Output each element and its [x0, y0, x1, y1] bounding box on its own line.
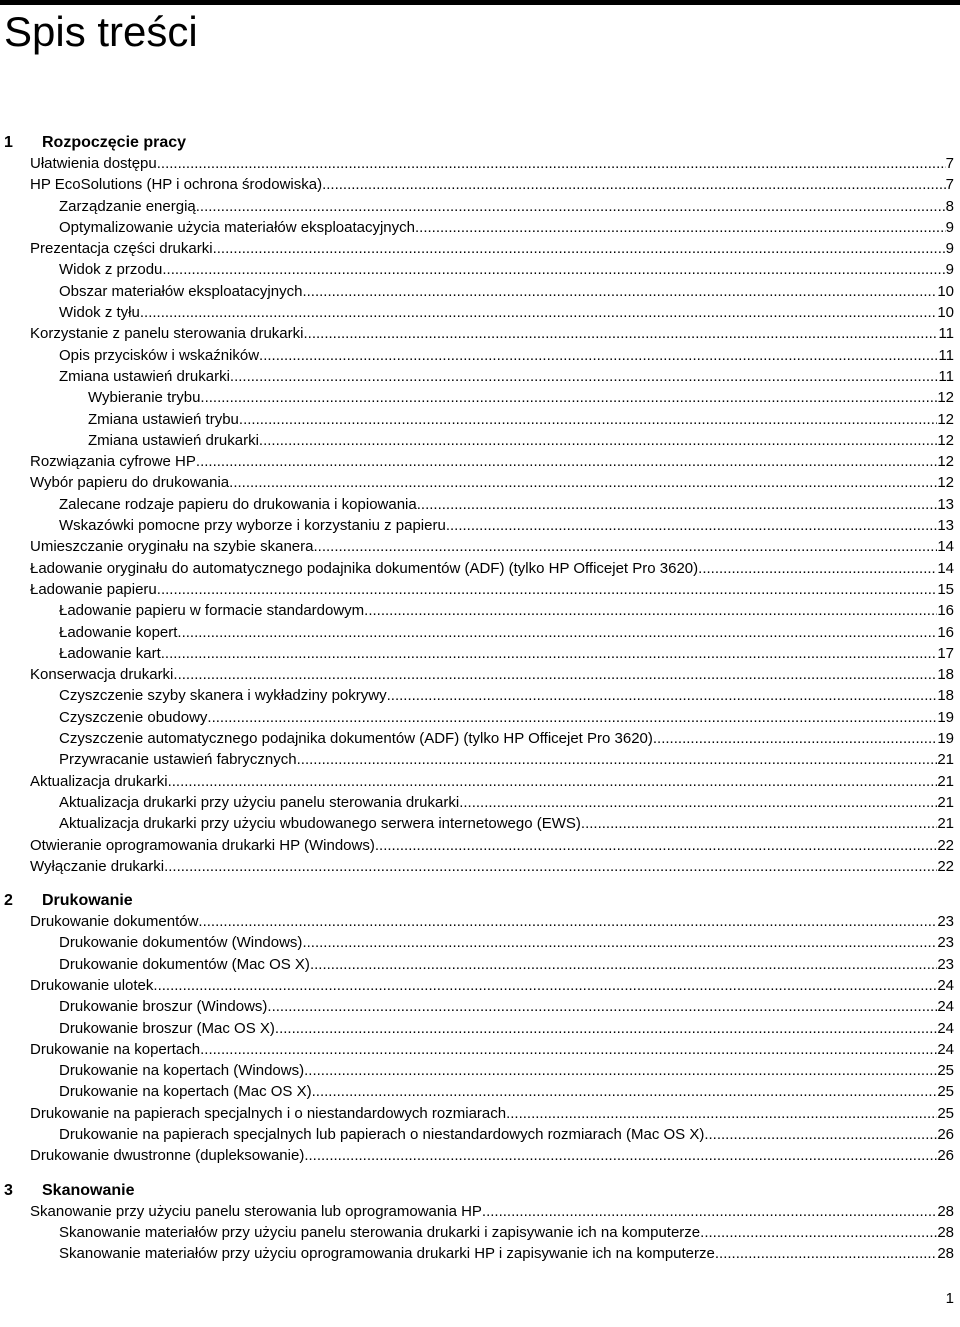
- toc-entry[interactable]: [0, 387, 960, 408]
- toc-entry[interactable]: [0, 1103, 960, 1124]
- toc-entry[interactable]: [0, 1243, 960, 1264]
- toc-entry-title: Ładowanie oryginału do automatycznego podajnika dokumentów (ADF) (tylko HP Officejet Pro 3620): [30, 559, 699, 577]
- dot-leader: [157, 579, 938, 600]
- toc-entry[interactable]: [0, 238, 960, 259]
- toc-entry-page: 23: [937, 913, 954, 931]
- toc-entry-title: Drukowanie na kopertach: [30, 1040, 201, 1058]
- toc-entry-page: 24: [937, 1019, 954, 1037]
- toc-entry[interactable]: [0, 451, 960, 472]
- toc-entry-page: 19: [937, 708, 954, 726]
- toc-entry-title: Ładowanie kopert: [59, 623, 178, 641]
- toc-entry-title: Prezentacja części drukarki: [30, 240, 213, 258]
- toc-entry-page: 22: [937, 857, 954, 875]
- chapter-heading[interactable]: [0, 1180, 960, 1201]
- toc-entry[interactable]: [0, 430, 960, 451]
- toc-entry-page: 10: [937, 304, 954, 322]
- toc-entry-page: 21: [937, 751, 954, 769]
- dot-leader: [304, 1145, 937, 1166]
- toc-entry-title: Drukowanie dwustronne (dupleksowanie): [30, 1147, 305, 1165]
- toc-entry[interactable]: [0, 1222, 960, 1243]
- toc-entry-title: Drukowanie ulotek: [30, 976, 154, 994]
- toc-entry[interactable]: [0, 1060, 960, 1081]
- chapter-number: 3: [4, 1181, 13, 1199]
- toc-entry[interactable]: [0, 1018, 960, 1039]
- toc-entry-title: Skanowanie materiałów przy użyciu oprogramowania drukarki HP i zapisywanie ich na komputerze: [59, 1245, 715, 1263]
- toc-entry-title: Optymalizowanie użycia materiałów eksploatacyjnych: [59, 218, 415, 236]
- toc-entry[interactable]: [0, 153, 960, 174]
- dot-leader: [198, 911, 937, 932]
- toc-entry-page: 21: [937, 772, 954, 790]
- toc-entry[interactable]: [0, 1201, 960, 1222]
- toc-entry-page: 24: [937, 1040, 954, 1058]
- toc-entry-title: Ładowanie papieru w formacie standardowym: [59, 602, 365, 620]
- toc-entry-title: Widok z tyłu: [59, 304, 140, 322]
- toc-entry[interactable]: [0, 600, 960, 621]
- toc-entry[interactable]: [0, 302, 960, 323]
- toc-entry-title: Czyszczenie szyby skanera i wykładziny pokrywy: [59, 687, 387, 705]
- toc-entry-title: HP EcoSolutions (HP i ochrona środowiska): [30, 176, 323, 194]
- toc-entry[interactable]: [0, 975, 960, 996]
- page-title: Spis treści: [4, 8, 198, 55]
- dot-leader: [173, 664, 937, 685]
- dot-leader: [140, 302, 937, 323]
- toc-entry[interactable]: [0, 792, 960, 813]
- toc-entry-title: Czyszczenie obudowy: [59, 708, 208, 726]
- toc-entry-page: 25: [937, 1062, 954, 1080]
- dot-leader: [153, 975, 937, 996]
- dot-leader: [506, 1103, 937, 1124]
- dot-leader: [196, 196, 946, 217]
- dot-leader: [267, 996, 937, 1017]
- toc-entry[interactable]: [0, 281, 960, 302]
- toc-entry-title: Opis przycisków i wskaźników: [59, 346, 260, 364]
- toc-entry-page: 28: [937, 1245, 954, 1263]
- toc-entry-page: 7: [945, 176, 954, 194]
- toc-entry-page: 12: [937, 410, 954, 428]
- dot-leader: [200, 1039, 937, 1060]
- toc-entry-page: 24: [937, 998, 954, 1016]
- dot-leader: [375, 835, 937, 856]
- dot-leader: [417, 494, 938, 515]
- toc-entry-title: Drukowanie na papierach specjalnych i o niestandardowych rozmiarach: [30, 1104, 507, 1122]
- dot-leader: [322, 174, 946, 195]
- toc-entry[interactable]: [0, 409, 960, 430]
- dot-leader: [698, 558, 937, 579]
- toc-entry[interactable]: [0, 472, 960, 493]
- toc-entry-title: Wybór papieru do drukowania: [30, 474, 230, 492]
- toc-entry-page: 11: [938, 325, 954, 343]
- dot-leader: [164, 856, 937, 877]
- toc-entry-title: Czyszczenie automatycznego podajnika dokumentów (ADF) (tylko HP Officejet Pro 3620): [59, 730, 653, 748]
- toc-entry[interactable]: [0, 685, 960, 706]
- toc-entry-page: 11: [938, 367, 954, 385]
- toc-entry-title: Przywracanie ustawień fabrycznych: [59, 751, 297, 769]
- toc-entry[interactable]: [0, 749, 960, 770]
- toc-entry-page: 16: [937, 623, 954, 641]
- toc-entry-title: Ułatwienia dostępu: [30, 155, 157, 172]
- dot-leader: [161, 643, 938, 664]
- toc-entry[interactable]: [0, 835, 960, 856]
- toc-entry-title: Otwieranie oprogramowania drukarki HP (Windows): [30, 836, 375, 854]
- toc-entry-page: 26: [937, 1126, 954, 1144]
- dot-leader: [302, 932, 937, 953]
- toc-entry-title: Aktualizacja drukarki przy użyciu panelu sterowania drukarki: [59, 793, 460, 811]
- toc-entry[interactable]: [0, 643, 960, 664]
- toc-entry-title: Wybieranie trybu: [88, 389, 201, 407]
- dot-leader: [364, 600, 937, 621]
- toc-entry-title: Konserwacja drukarki: [30, 666, 174, 684]
- toc-entry-page: 23: [937, 934, 954, 952]
- toc-entry[interactable]: [0, 707, 960, 728]
- dot-leader: [196, 451, 937, 472]
- toc-entry[interactable]: [0, 996, 960, 1017]
- dot-leader: [310, 954, 937, 975]
- toc-entry-title: Drukowanie dokumentów (Mac OS X): [59, 955, 310, 973]
- toc-entry-title: Obszar materiałów eksploatacyjnych: [59, 282, 303, 300]
- toc-entry-page: 11: [938, 346, 954, 364]
- toc-entry[interactable]: [0, 323, 960, 344]
- toc-entry[interactable]: [0, 813, 960, 834]
- table-of-contents: [0, 132, 960, 1265]
- chapter-title: Rozpoczęcie pracy: [42, 134, 187, 151]
- dot-leader: [700, 1222, 937, 1243]
- dot-leader: [157, 153, 946, 174]
- toc-entry-page: 14: [937, 538, 954, 556]
- toc-entry-title: Drukowanie na kopertach (Windows): [59, 1062, 305, 1080]
- dot-leader: [239, 409, 937, 430]
- dot-leader: [259, 345, 938, 366]
- chapter-number: 2: [4, 892, 13, 910]
- toc-entry-page: 28: [937, 1202, 954, 1220]
- toc-entry-title: Zarządzanie energią: [59, 197, 196, 215]
- toc-entry[interactable]: [0, 259, 960, 280]
- dot-leader: [704, 1124, 937, 1145]
- toc-entry[interactable]: [0, 1145, 960, 1166]
- toc-entry-title: Drukowanie na kopertach (Mac OS X): [59, 1083, 312, 1101]
- toc-entry-title: Aktualizacja drukarki: [30, 772, 168, 790]
- toc-entry-title: Drukowanie broszur (Mac OS X): [59, 1019, 275, 1037]
- toc-entry-title: Drukowanie na papierach specjalnych lub papierach o niestandardowych rozmiarach (Mac OS X): [59, 1126, 705, 1144]
- toc-entry-title: Zalecane rodzaje papieru do drukowania i kopiowania: [59, 495, 417, 513]
- toc-entry-title: Zmiana ustawień drukarki: [59, 367, 230, 385]
- dot-leader: [313, 536, 937, 557]
- toc-entry-page: 18: [937, 687, 954, 705]
- toc-entry[interactable]: [0, 664, 960, 685]
- toc-entry-page: 10: [937, 282, 954, 300]
- toc-entry-title: Korzystanie z panelu sterowania drukarki: [30, 325, 304, 343]
- toc-entry[interactable]: [0, 558, 960, 579]
- toc-entry[interactable]: [0, 728, 960, 749]
- dot-leader: [482, 1201, 937, 1222]
- toc-entry[interactable]: [0, 856, 960, 877]
- toc-entry-page: 18: [937, 666, 954, 684]
- toc-entry-page: 9: [945, 240, 954, 258]
- toc-entry-page: 28: [937, 1223, 954, 1241]
- dot-leader: [302, 281, 937, 302]
- toc-entry[interactable]: [0, 1039, 960, 1060]
- toc-entry-title: Wskazówki pomocne przy wyborze i korzystaniu z papieru: [59, 517, 446, 535]
- toc-entry-page: 12: [937, 453, 954, 471]
- toc-entry-title: Wyłączanie drukarki: [30, 857, 165, 875]
- toc-entry[interactable]: [0, 196, 960, 217]
- toc-entry[interactable]: [0, 911, 960, 932]
- dot-leader: [459, 792, 937, 813]
- toc-entry-title: Drukowanie dokumentów (Windows): [59, 934, 303, 952]
- toc-entry-title: Drukowanie broszur (Windows): [59, 998, 268, 1016]
- toc-entry-title: Drukowanie dokumentów: [30, 913, 199, 931]
- toc-entry-page: 23: [937, 955, 954, 973]
- toc-entry[interactable]: [0, 771, 960, 792]
- dot-leader: [304, 1060, 937, 1081]
- toc-entry-page: 13: [937, 495, 954, 513]
- toc-entry[interactable]: [0, 494, 960, 515]
- toc-entry[interactable]: [0, 1081, 960, 1102]
- toc-entry-page: 9: [945, 218, 954, 236]
- toc-entry[interactable]: [0, 217, 960, 238]
- toc-entry-page: 21: [937, 793, 954, 811]
- toc-entry[interactable]: [0, 622, 960, 643]
- toc-entry-title: Skanowanie przy użyciu panelu sterowania lub oprogramowania HP: [30, 1202, 482, 1220]
- toc-entry-page: 26: [937, 1147, 954, 1165]
- toc-entry-title: Rozwiązania cyfrowe HP: [30, 453, 196, 471]
- page-number: 1: [945, 1290, 954, 1307]
- toc-entry[interactable]: [0, 366, 960, 387]
- dot-leader: [213, 238, 946, 259]
- toc-entry-page: 9: [945, 261, 954, 279]
- chapter-title: Skanowanie: [42, 1181, 135, 1199]
- dot-leader: [230, 366, 939, 387]
- dot-leader: [168, 771, 938, 792]
- toc-entry-page: 14: [937, 559, 954, 577]
- dot-leader: [415, 217, 946, 238]
- dot-leader: [312, 1081, 938, 1102]
- chapter-number: 1: [4, 134, 13, 151]
- dot-leader: [303, 323, 938, 344]
- dot-leader: [229, 472, 937, 493]
- toc-entry-title: Ładowanie kart: [59, 644, 161, 662]
- dot-leader: [259, 430, 937, 451]
- chapter-heading[interactable]: [0, 890, 960, 911]
- toc-entry-title: Zmiana ustawień trybu: [88, 410, 239, 428]
- dot-leader: [207, 707, 937, 728]
- top-rule: [0, 0, 960, 5]
- toc-entry-page: 17: [937, 644, 954, 662]
- toc-entry[interactable]: [0, 579, 960, 600]
- toc-entry-page: 19: [937, 730, 954, 748]
- dot-leader: [297, 749, 938, 770]
- toc-entry-page: 22: [937, 836, 954, 854]
- toc-entry[interactable]: [0, 1124, 960, 1145]
- dot-leader: [200, 387, 937, 408]
- toc-entry-page: 21: [937, 815, 954, 833]
- chapter-title: Drukowanie: [42, 892, 133, 910]
- toc-entry[interactable]: [0, 345, 960, 366]
- toc-entry-title: Ładowanie papieru: [30, 580, 157, 598]
- dot-leader: [177, 622, 937, 643]
- toc-entry-page: 13: [937, 517, 954, 535]
- toc-entry[interactable]: [0, 536, 960, 557]
- toc-entry-page: 12: [937, 389, 954, 407]
- toc-entry-title: Aktualizacja drukarki przy użyciu wbudowanego serwera internetowego (EWS): [59, 815, 581, 833]
- toc-entry-page: 15: [937, 580, 954, 598]
- toc-entry-title: Umieszczanie oryginału na szybie skanera: [30, 538, 314, 556]
- toc-entry-page: 7: [945, 155, 954, 172]
- toc-entry[interactable]: [0, 932, 960, 953]
- toc-entry-title: Widok z przodu: [59, 261, 163, 279]
- dot-leader: [446, 515, 937, 536]
- toc-entry[interactable]: [0, 174, 960, 195]
- toc-entry-page: 8: [945, 197, 954, 215]
- dot-leader: [581, 813, 937, 834]
- toc-entry-title: Zmiana ustawień drukarki: [88, 431, 259, 449]
- dot-leader: [387, 685, 938, 706]
- toc-entry[interactable]: [0, 954, 960, 975]
- toc-entry-page: 25: [937, 1083, 954, 1101]
- chapter-heading[interactable]: [0, 132, 960, 153]
- toc-entry-page: 12: [937, 431, 954, 449]
- toc-entry-page: 12: [937, 474, 954, 492]
- toc-entry[interactable]: [0, 515, 960, 536]
- toc-entry-page: 25: [937, 1104, 954, 1122]
- toc-entry-page: 16: [937, 602, 954, 620]
- toc-entry-page: 24: [937, 976, 954, 994]
- dot-leader: [162, 259, 945, 280]
- dot-leader: [275, 1018, 937, 1039]
- dot-leader: [715, 1243, 937, 1264]
- toc-entry-title: Skanowanie materiałów przy użyciu panelu sterowania drukarki i zapisywanie ich na komputerze: [59, 1223, 701, 1241]
- dot-leader: [653, 728, 937, 749]
